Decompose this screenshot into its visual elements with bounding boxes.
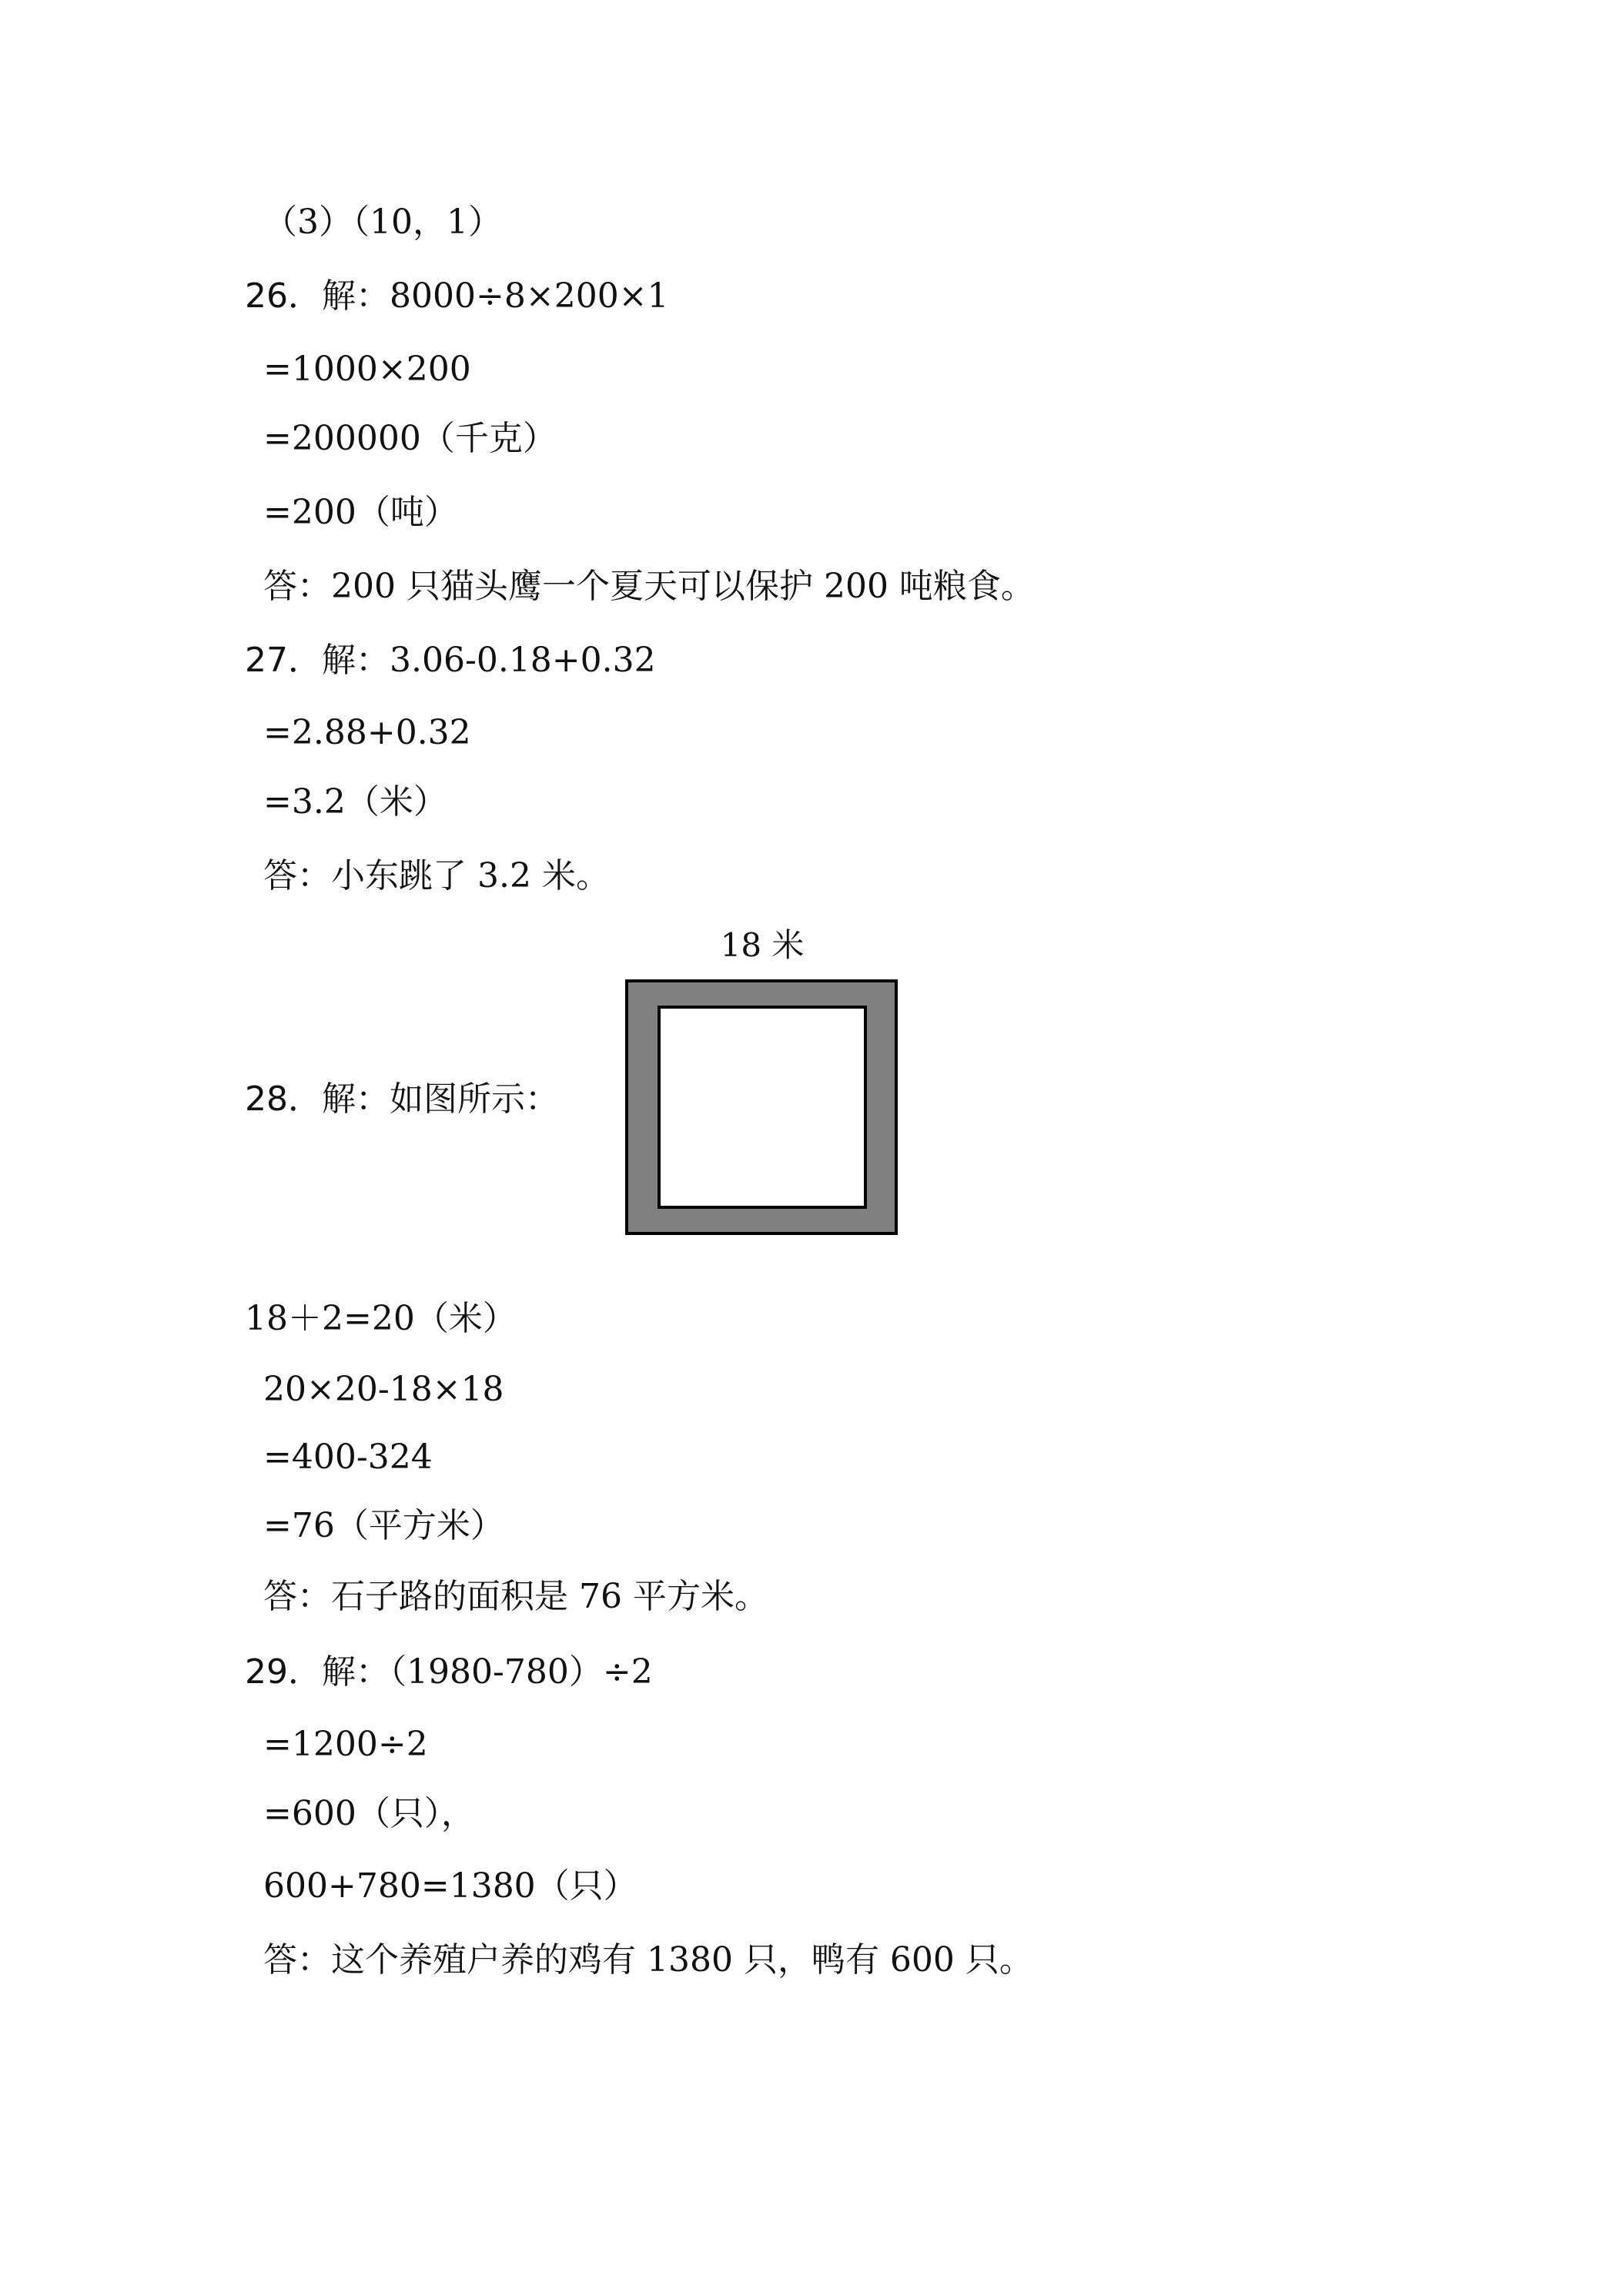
answer-29-solution: 解：（1980-780）÷2 bbox=[322, 1652, 653, 1692]
answer-27-line-1 bbox=[245, 639, 656, 682]
answer-28-line-4: =400-324 bbox=[263, 1438, 433, 1477]
square-path-figure bbox=[624, 916, 901, 1247]
answer-28-line-3: 20×20-18×18 bbox=[263, 1370, 504, 1409]
answer-29-line-1 bbox=[245, 1651, 653, 1694]
answer-29-line-2: =1200÷2 bbox=[263, 1725, 428, 1764]
answer-26-line-1 bbox=[245, 275, 669, 318]
answer-28-conclusion: 答：石子路的面积是 76 平方米。 bbox=[263, 1577, 768, 1616]
answer-27-line-2: =2.88+0.32 bbox=[263, 713, 471, 752]
answer-27-conclusion: 答：小东跳了 3.2 米。 bbox=[263, 856, 610, 895]
answer-26-conclusion: 答：200 只猫头鹰一个夏天可以保护 200 吨粮食。 bbox=[263, 567, 1035, 606]
answer-25-part-3: （3）（10，1） bbox=[263, 202, 502, 242]
answer-29-line-4: 600+780=1380（只） bbox=[263, 1866, 637, 1906]
answer-28-line-2: 18＋2=20（米） bbox=[245, 1299, 517, 1338]
outer-square bbox=[625, 979, 898, 1235]
answer-26-line-3: =200000（千克） bbox=[263, 419, 557, 458]
answer-28-solution: 解：如图所示： bbox=[322, 1079, 559, 1119]
answer-28-line-5: =76（平方米） bbox=[263, 1506, 504, 1545]
answer-29-conclusion: 答：这个养殖户养的鸡有 1380 只，鸭有 600 只。 bbox=[263, 1940, 1033, 1980]
question-number-26: 26． bbox=[245, 276, 322, 316]
answer-26-line-4: =200（吨） bbox=[263, 493, 458, 532]
answer-27-line-3: =3.2（米） bbox=[263, 782, 447, 822]
question-number-29: 29． bbox=[245, 1652, 322, 1692]
answer-27-solution: 解：3.06-0.18+0.32 bbox=[322, 641, 656, 680]
answer-28-line-1 bbox=[245, 1078, 559, 1121]
answer-26-line-2: =1000×200 bbox=[263, 350, 471, 389]
figure-label: 18 米 bbox=[720, 926, 805, 964]
answer-29-line-3: =600（只）， bbox=[263, 1794, 475, 1833]
answer-26-solution: 解：8000÷8×200×1 bbox=[322, 276, 669, 316]
question-number-28: 28． bbox=[245, 1079, 322, 1119]
question-number-27: 27． bbox=[245, 641, 322, 680]
inner-square bbox=[658, 1006, 867, 1209]
